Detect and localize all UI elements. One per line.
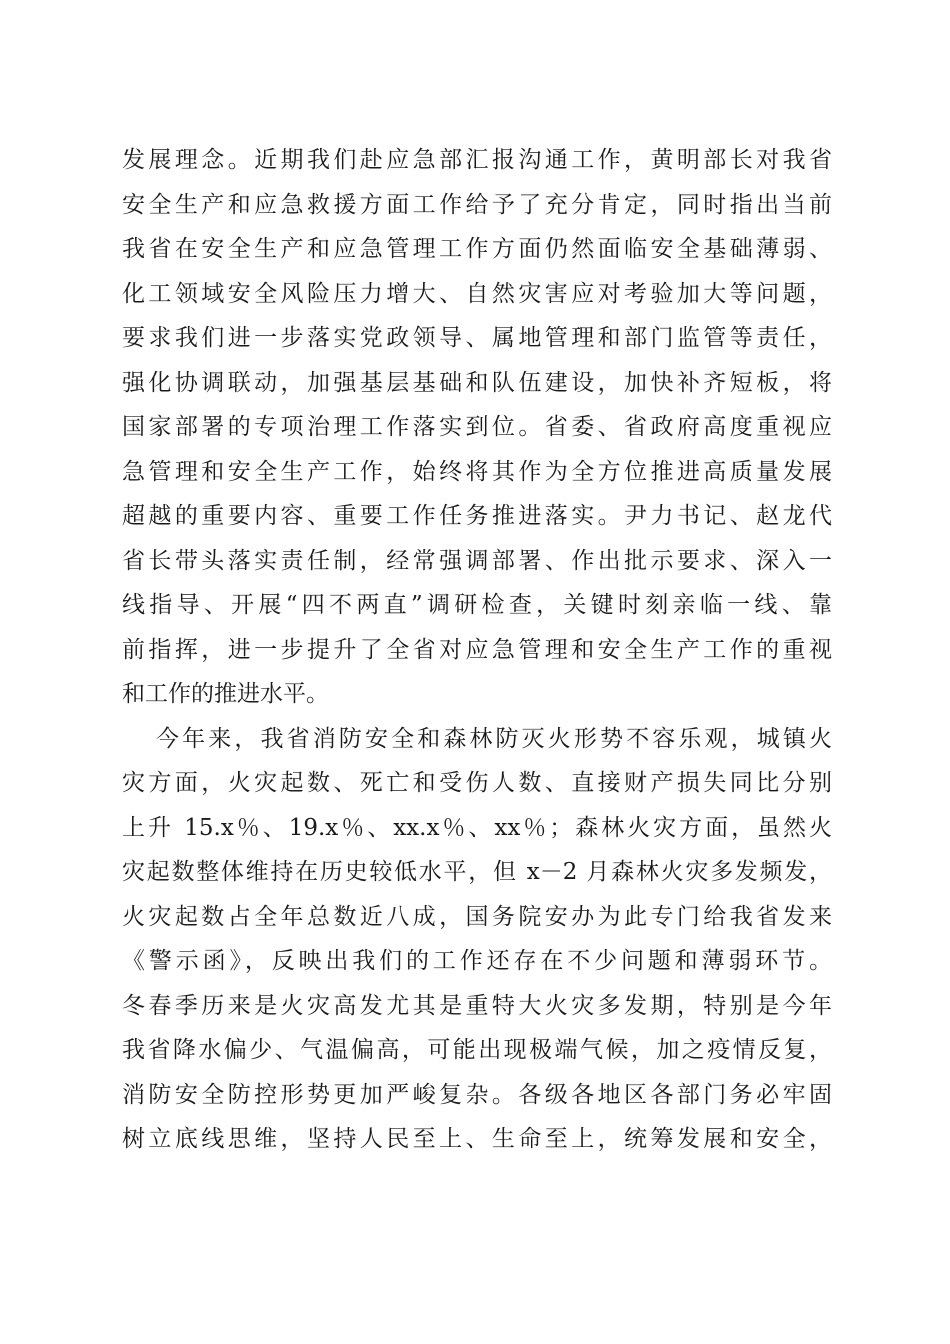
- paragraph-2-line: 灾方面，火灾起数、死亡和受伤人数、直接财产损失同比分别: [122, 770, 832, 796]
- paragraph-1-line: 省长带头落实责任制，经常强调部署、作出批示要求、深入一: [122, 547, 832, 574]
- paragraph-1-line: 我省在安全生产和应急管理工作方面仍然面临安全基础薄弱、: [122, 236, 832, 262]
- paragraph-2-line: 灾起数整体维持在历史较低水平，但 x－2 月森林火灾多发频发，: [122, 859, 832, 885]
- paragraph-1-line: 发展理念。近期我们赴应急部汇报沟通工作，黄明部长对我省: [122, 147, 832, 173]
- paragraph-1-line: 急管理和安全生产工作，始终将其作为全方位推进高质量发展: [122, 458, 832, 485]
- paragraph-1-line: 强化协调联动，加强基层基础和队伍建设，加快补齐短板，将: [122, 369, 832, 396]
- paragraph-1-line: 和工作的推进水平。: [122, 681, 329, 707]
- paragraph-1-line: 线指导、开展“四不两直”调研检查，关键时刻亲临一线、靠: [122, 592, 832, 618]
- paragraph-2-line: 《警示函》，反映出我们的工作还存在不少问题和薄弱环节。: [122, 948, 832, 974]
- paragraph-2-line: 上升 15.x％、19.x％、xx.x％、xx％；森林火灾方面，虽然火: [122, 814, 832, 841]
- paragraph-1-line: 化工领域安全风险压力增大、自然灾害应对考验加大等问题，: [122, 280, 832, 307]
- paragraph-2-line: 冬春季历来是火灾高发尤其是重特大火灾多发期，特别是今年: [122, 992, 832, 1019]
- paragraph-1: [122, 138, 832, 717]
- paragraph-1-line: 超越的重要内容、重要工作任务推进落实。尹力书记、赵龙代: [122, 503, 832, 529]
- paragraph-1-line: 要求我们进一步落实党政领导、属地管理和部门监管等责任，: [122, 325, 832, 351]
- paragraph-2-line: 今年来，我省消防安全和森林防灭火形势不容乐观，城镇火: [156, 725, 832, 752]
- paragraph-2-line: 火灾起数占全年总数近八成，国务院安办为此专门给我省发来: [122, 903, 832, 930]
- paragraph-2: [122, 717, 832, 1162]
- paragraph-1-line: 国家部署的专项治理工作落实到位。省委、省政府高度重视应: [122, 414, 832, 440]
- paragraph-1-line: 安全生产和应急救援方面工作给予了充分肯定，同时指出当前: [122, 191, 832, 218]
- paragraph-2-line: 树立底线思维，坚持人民至上、生命至上，统筹发展和安全，: [122, 1126, 832, 1152]
- paragraph-2-line: 我省降水偏少、气温偏高，可能出现极端气候，加之疫情反复，: [122, 1037, 832, 1063]
- paragraph-2-line: 消防安全防控形势更加严峻复杂。各级各地区各部门务必牢固: [122, 1081, 832, 1108]
- document-body: [122, 138, 832, 1162]
- paragraph-1-line: 前指挥，进一步提升了全省对应急管理和安全生产工作的重视: [122, 636, 832, 663]
